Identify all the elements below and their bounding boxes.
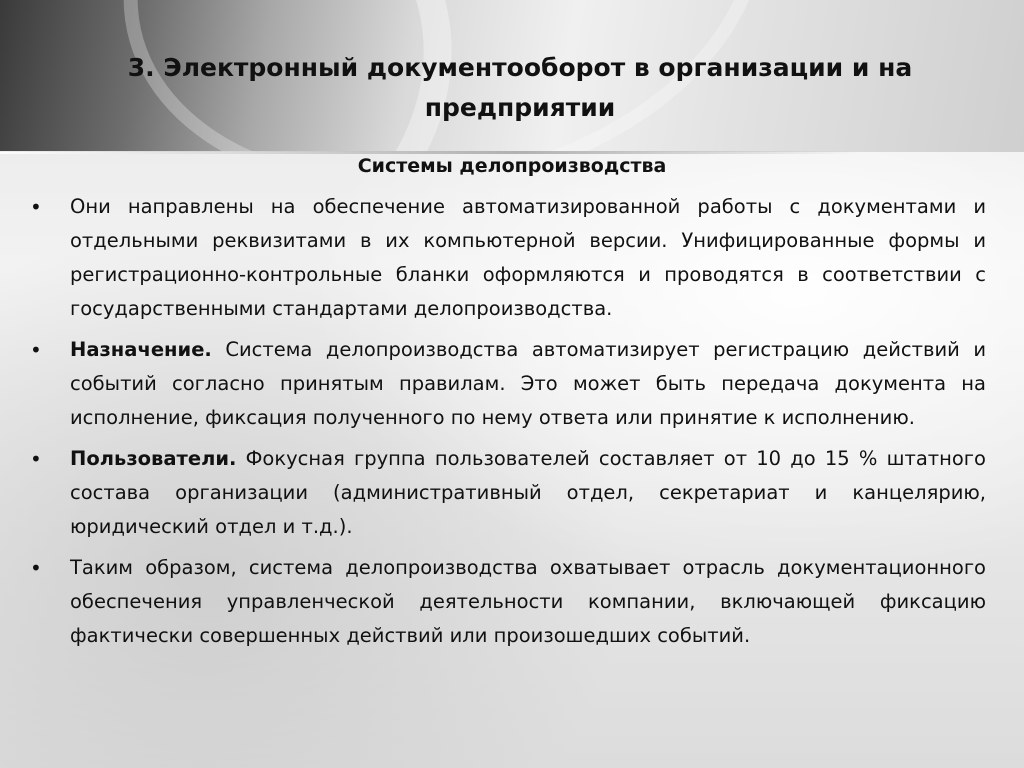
bullet-lead: Назначение. [70,338,212,361]
bullet-text: Система делопроизводства автоматизирует регистрацию действий и событий согласно принятым правилам. Это может быть передача документа на исполнение, фиксация полученного по нему ответа или принятие к исполнению. [70,338,986,429]
bullet-item [30,190,986,326]
bullet-list [30,190,986,660]
bullet-text: Таким образом, система делопроизводства охватывает отрасль документационного обеспечения управленческой деятельности компании, включающей фиксацию фактически совершенных действий или произошедших событий. [70,556,986,647]
bullet-item [30,551,986,653]
slide-subheading: Системы делопроизводства [357,155,667,177]
bullet-lead: Пользователи. [70,447,237,470]
bullet-dot-icon: • [30,338,42,362]
bullet-dot-icon: • [30,447,42,471]
slide-title: 3. Электронный документооборот в организации и на предприятии [127,53,913,122]
bullet-item [30,442,986,544]
bullet-dot-icon: • [30,195,42,219]
bullet-text: Фокусная группа пользователей составляет от 10 до 15 % штатного состава организации (административный отдел, секретариат и канцелярию, юридический отдел и т.д.). [70,447,986,538]
bullet-text: Они направлены на обеспечение автоматизированной работы с документами и отдельными реквизитами в их компьютерной версии. Унифицированные формы и регистрационно-контрольные бланки оформляются и проводятся в соответствии с государственными стандартами делопроизводства. [70,195,986,320]
bullet-item [30,333,986,435]
bullet-dot-icon: • [30,556,42,580]
